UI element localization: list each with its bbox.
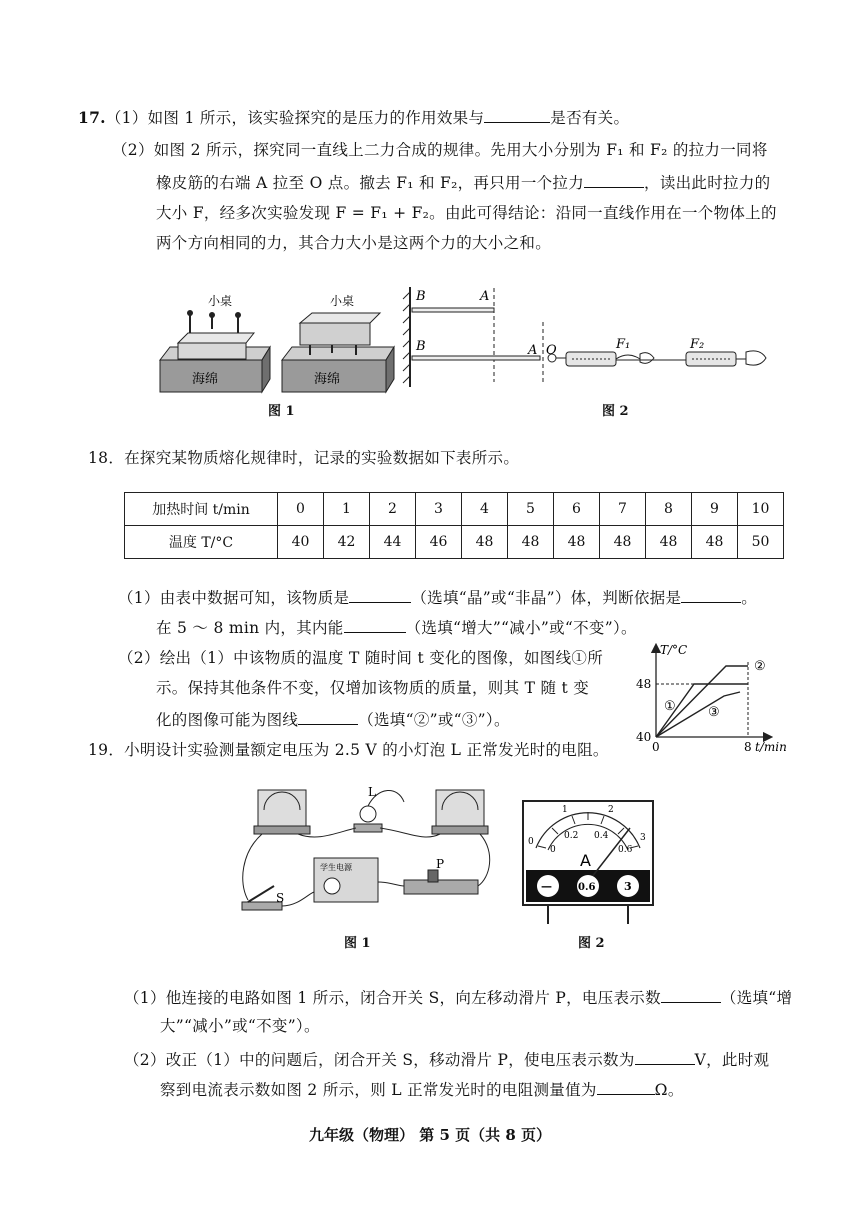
q18-part1-line2: 在 5 ～ 8 min 内，其内能 （选填“增大”“减小”或“不变”）。 — [156, 616, 637, 638]
q19-fig2-ammeter — [522, 800, 654, 926]
label-sponge: 海绵 — [192, 372, 219, 387]
terminal-0-6: 0.6 — [578, 882, 596, 893]
dial-unit-label: A — [580, 851, 591, 870]
dial-label: 0 — [528, 837, 534, 847]
melting-data-table — [124, 492, 784, 559]
answer-blank[interactable] — [584, 171, 644, 188]
table-cell: 0 — [278, 493, 324, 526]
q19-fig2-caption: 图 2 — [578, 936, 605, 951]
terminal-3: 3 — [624, 880, 632, 893]
terminal-negative: — — [541, 880, 552, 893]
table-cell: 4 — [462, 493, 508, 526]
q17-fig1-sponge-experiment — [150, 285, 400, 400]
dial-label: 0.6 — [618, 845, 633, 855]
q18-title: 18．在探究某物质熔化规律时，记录的实验数据如下表所示。 — [88, 449, 520, 467]
q18-part2-line2: 示。保持其他条件不变，仅增加该物质的质量，则其 T 随 t 变 — [156, 679, 590, 697]
dial-label: 0 — [550, 845, 556, 855]
force-f2-label: F₂ — [690, 337, 705, 352]
table-cell: 46 — [416, 526, 462, 559]
table-cell: 10 — [738, 493, 784, 526]
table-row — [125, 526, 784, 559]
table-cell: 3 — [416, 493, 462, 526]
header-temperature: 温度 T/°C — [125, 526, 278, 559]
q17-fig2-caption: 图 2 — [602, 404, 629, 419]
header-time: 加热时间 t/min — [125, 493, 278, 526]
label-sponge: 海绵 — [314, 372, 341, 387]
table-cell: 48 — [554, 526, 600, 559]
page-footer: 九年级（物理） 第 5 页（共 8 页） — [309, 1126, 551, 1144]
table-cell: 8 — [646, 493, 692, 526]
answer-blank[interactable] — [344, 616, 406, 633]
dial-label: 0.4 — [594, 831, 609, 841]
q17-part2-line3: 大小 F，经多次实验发现 F = F₁ + F₂。由此可得结论：沿同一直线作用在一个物体上的 — [156, 204, 777, 222]
answer-blank[interactable] — [349, 586, 411, 603]
table-cell: 44 — [370, 526, 416, 559]
dial-label: 3 — [640, 833, 646, 843]
temperature-time-graph — [630, 642, 790, 757]
q19-part1-line2: 大”“减小”或“不变”）。 — [160, 1017, 320, 1035]
graph-tick-label: 0 — [652, 740, 660, 754]
force-f1-label: F₁ — [616, 337, 631, 352]
label-small-table: 小桌 — [330, 294, 355, 308]
graph-tick-label: 48 — [636, 677, 652, 691]
q19-part2-line1: （2）改正（1）中的问题后，闭合开关 S，移动滑片 P，使电压表示数为 V，此时观 — [124, 1048, 769, 1070]
point-a-label: A — [480, 289, 490, 304]
q17-fig1-caption: 图 1 — [268, 404, 295, 419]
q17-part2-line1: （2）如图 2 所示，探究同一直线上二力合成的规律。先用大小分别为 F₁ 和 F₂ 的拉力一同将 — [112, 141, 768, 159]
power-supply-label: 学生电源 — [320, 863, 352, 872]
q17-number: 17. — [78, 108, 106, 127]
table-cell: 50 — [738, 526, 784, 559]
graph-line-2-label: ② — [754, 659, 766, 674]
dial-label: 0.2 — [564, 831, 579, 841]
table-cell: 48 — [646, 526, 692, 559]
answer-blank[interactable] — [681, 586, 741, 603]
table-cell: 5 — [508, 493, 554, 526]
table-cell: 48 — [462, 526, 508, 559]
graph-y-axis-label: T/°C — [660, 643, 688, 657]
point-b-label: B — [416, 339, 426, 354]
table-cell: 2 — [370, 493, 416, 526]
q18-part2-line3: 化的图像可能为图线 （选填“②”或“③”）。 — [156, 708, 510, 730]
q17-fig2-force-experiment — [400, 282, 770, 397]
bulb-label: L — [368, 785, 376, 799]
answer-blank[interactable] — [661, 986, 721, 1003]
graph-line-1-label: ① — [664, 699, 676, 714]
answer-blank[interactable] — [597, 1078, 655, 1095]
dial-label: 2 — [608, 805, 614, 815]
table-cell: 40 — [278, 526, 324, 559]
table-cell: 9 — [692, 493, 738, 526]
table-cell: 1 — [324, 493, 370, 526]
table-cell: 48 — [508, 526, 554, 559]
q18-part2-line1: （2）绘出（1）中该物质的温度 T 随时间 t 变化的图像，如图线①所 — [118, 649, 603, 667]
point-o-label: O — [546, 343, 557, 358]
switch-label: S — [276, 891, 285, 905]
graph-tick-label: 40 — [636, 730, 652, 744]
table-row — [125, 493, 784, 526]
table-cell: 7 — [600, 493, 646, 526]
dial-label: 1 — [562, 805, 568, 815]
q19-part2-line2: 察到电流表示数如图 2 所示，则 L 正常发光时的电阻测量值为 Ω。 — [160, 1078, 684, 1100]
q19-part1-line1: （1）他连接的电路如图 1 所示，闭合开关 S，向左移动滑片 P，电压表示数 （选填“增 — [124, 986, 792, 1008]
table-cell: 48 — [600, 526, 646, 559]
graph-tick-label: 8 — [744, 740, 752, 754]
table-cell: 42 — [324, 526, 370, 559]
label-small-table: 小桌 — [208, 294, 233, 308]
q17-part1: 17.（1）如图 1 所示，该实验探究的是压力的作用效果与 是否有关。 — [78, 108, 630, 127]
point-b-label: B — [416, 289, 426, 304]
q18-part1-line1: （1）由表中数据可知，该物质是 （选填“晶”或“非晶”）体，判断依据是 。 — [118, 586, 757, 608]
q19-fig1-caption: 图 1 — [344, 936, 371, 951]
answer-blank[interactable] — [635, 1048, 695, 1065]
q17-part2-line4: 两个方向相同的力，其合力大小是这两个力的大小之和。 — [156, 234, 552, 252]
q19-title: 19．小明设计实验测量额定电压为 2.5 V 的小灯泡 L 正常发光时的电阻。 — [88, 741, 609, 759]
table-cell: 6 — [554, 493, 600, 526]
slider-label: P — [436, 857, 445, 871]
answer-blank[interactable] — [484, 106, 550, 123]
q17-part2-line2: 橡皮筋的右端 A 拉至 O 点。撤去 F₁ 和 F₂，再只用一个拉力 ，读出此时拉力的 — [156, 171, 770, 193]
table-cell: 48 — [692, 526, 738, 559]
point-a-label: A — [528, 343, 538, 358]
graph-x-axis-label: t/min — [755, 740, 787, 754]
graph-line-3-label: ③ — [708, 705, 720, 720]
q19-fig1-circuit — [228, 782, 500, 922]
answer-blank[interactable] — [298, 708, 358, 725]
